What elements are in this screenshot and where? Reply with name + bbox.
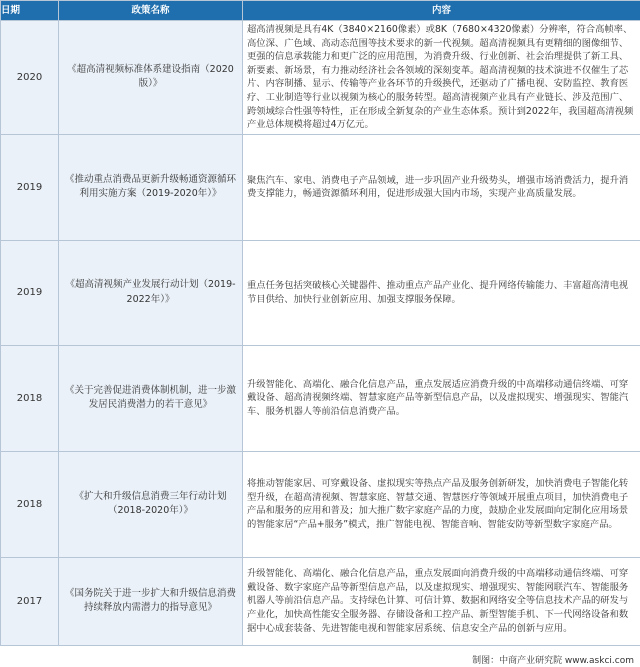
row-content: 升级智能化、高端化、融合化信息产品，重点发展面向消费升级的中高端移动通信终端、可穿戴设备、数字家庭产品等新型信息产品，以及虚拟现实、增强现实、智能网联汽车、智能服务机器人等前沿信息产品。支持绿色计算、可信计算、数据和网络安全等信息技术产品的研发与产业化，加快高性能安全服务器、存储设备和工控产品、新型智能手机、下一代网络设备和数据中心成套装备、先进智能电视和智能家居系统、信息安全产品的创新与应用。 [243,557,640,645]
row-policy-name: 《扩大和升级信息消费三年行动计划（2018-2020年）》 [59,451,243,557]
row-content: 重点任务包括突破核心关键器件、推动重点产品产业化、提升网络传输能力、丰富超高清电视节目供给、加快行业创新应用、加强支撑服务保障。 [243,240,640,345]
row-policy-name: 《关于完善促进消费体制机制，进一步激发居民消费潜力的若干意见》 [59,345,243,451]
row-policy-name: 《超高清视频标准体系建设指南（2020版）》 [59,21,243,135]
row-year: 2017 [1,557,59,645]
table-row [1,240,640,345]
table-row [1,451,640,557]
header-content: 内容 [243,1,640,21]
table-row [1,21,640,135]
row-year: 2019 [1,134,59,240]
table-header-row [1,1,640,21]
row-year: 2019 [1,240,59,345]
row-content: 超高清视频是具有4K（3840×2160像素）或8K（7680×4320像素）分辨率，符合高帧率、高位深、广色域、高动态范围等技术要求的新一代视频。超高清视频具有更精细的图像细节、更强的信息承载能力和更广泛的应用范围，为消费升级、行业创新、社会治理提供了新工具、新要素、新场景，有力推动经济社会各领域的深刻变革。超高清视频的技术演进不仅催生了芯片、内容制播、显示、传输等产业各环节的升级换代，还驱动了广播电视、安防监控、教育医疗、工业制造等行业以视频为核心的服务转型。超高清视频产业具有产业链长、涉及范围广、跨领域综合性强等特性，正在形成全新复杂的产业生态体系。预计到2022年，我国超高清视频产业总体规模将超过4万亿元。 [243,21,640,135]
header-policy-name: 政策名称 [59,1,243,21]
row-content: 聚焦汽车、家电、消费电子产品领域，进一步巩固产业升级势头，增强市场消费活力，提升消费支撑能力，畅通资源循环利用，促进形成强大国内市场，实现产业高质量发展。 [243,134,640,240]
row-year: 2018 [1,451,59,557]
table-row [1,134,640,240]
row-content: 升级智能化、高端化、融合化信息产品，重点发展适应消费升级的中高端移动通信终端、可穿戴设备、超高清视频终端、智慧家庭产品等新型信息产品，以及虚拟现实、增强现实、智能汽车、服务机器人等前沿信息消费产品。 [243,345,640,451]
row-policy-name: 《推动重点消费品更新升级畅通资源循环利用实施方案（2019-2020年）》 [59,134,243,240]
row-policy-name: 《超高清视频产业发展行动计划（2019-2022年）》 [59,240,243,345]
row-content: 将推动智能家居、可穿戴设备、虚拟现实等热点产品及服务创新研发，加快消费电子智能化转型升级，在超高清视频、智慧家庭、智慧交通、智慧医疗等领域开展重点项目，加快消费电子产品和服务的应用和普及；加大推广数字家庭产品的力度，鼓励企业发展面向定制化应用场景的智能家居“产品+服务”模式，推广智能电视、智能音响、智能安防等新型数字家庭产品。 [243,451,640,557]
row-policy-name: 《国务院关于进一步扩大和升级信息消费持续释放内需潜力的指导意见》 [59,557,243,645]
source-footer [0,651,640,667]
table-row [1,345,640,451]
row-year: 2020 [1,21,59,135]
table-row [1,557,640,645]
header-date: 日期 [1,1,59,21]
row-year: 2018 [1,345,59,451]
source-credit: 制图：中商产业研究院 www.askci.com [472,656,634,666]
